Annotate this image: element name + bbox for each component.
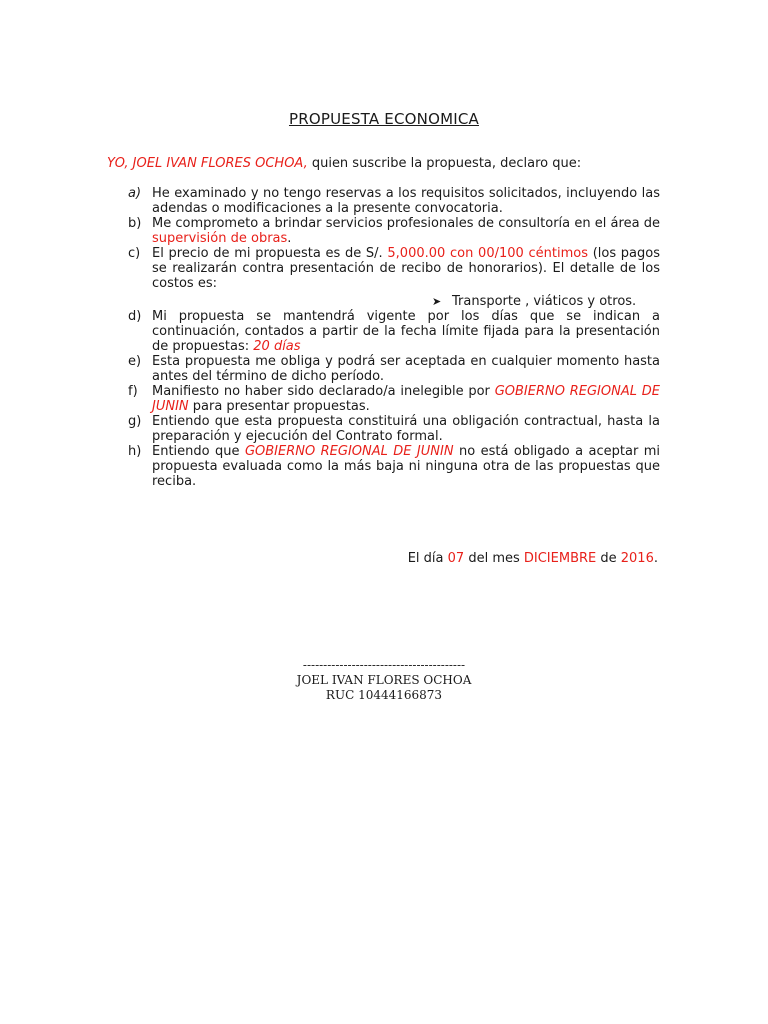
item-text: Entiendo que esta propuesta constituirá una obligación contractual, hasta la preparación y ejecución del Contrato formal. bbox=[152, 414, 660, 444]
list-item-a bbox=[128, 186, 660, 216]
list-item-g bbox=[128, 414, 660, 444]
declarant-name: YO, JOEL IVAN FLORES OCHOA, bbox=[107, 156, 308, 171]
date-day: 07 bbox=[447, 551, 465, 566]
arrow-bullet-icon: ➤ bbox=[432, 295, 442, 308]
signer-name: JOEL IVAN FLORES OCHOA bbox=[296, 673, 472, 687]
declaration-list bbox=[128, 186, 660, 489]
item-text-end: para presentar propuestas. bbox=[188, 399, 370, 414]
item-highlight: 20 días bbox=[253, 339, 301, 354]
item-highlight: supervisión de obras bbox=[152, 231, 288, 246]
item-text: Entiendo que bbox=[152, 444, 245, 459]
item-text: He examinado y no tengo reservas a los requisitos solicitados, incluyendo las adendas o modificaciones a la presente convocatoria. bbox=[152, 186, 660, 216]
item-marker: a) bbox=[128, 186, 142, 201]
item-marker: g) bbox=[128, 414, 142, 429]
page-title: PROPUESTA ECONOMICA bbox=[288, 110, 479, 128]
item-marker: e) bbox=[128, 354, 142, 369]
item-text: Manifiesto no haber sido declarado/a inelegible por bbox=[152, 384, 495, 399]
item-marker: b) bbox=[128, 216, 142, 231]
item-text-end: . bbox=[287, 231, 292, 246]
item-marker: c) bbox=[128, 246, 141, 261]
item-text: Mi propuesta se mantendrá vigente por los días que se indican a continuación, contados a partir de la fecha límite fijada para la presentación de propuestas: bbox=[152, 309, 660, 354]
list-item-c bbox=[128, 246, 660, 309]
date-mid-1: del mes bbox=[464, 551, 524, 566]
date-month: DICIEMBRE bbox=[523, 551, 597, 566]
date-suffix: . bbox=[653, 551, 658, 566]
item-highlight: 5,000.00 con 00/100 céntimos bbox=[387, 246, 588, 261]
item-text-end: no está obligado a aceptar mi propuesta evaluada como la más baja ni ninguna otra de las propuestas que reciba. bbox=[152, 444, 660, 489]
date-line bbox=[408, 551, 658, 566]
item-text: Esta propuesta me obliga y podrá ser aceptada en cualquier momento hasta antes del término de dicho período. bbox=[152, 354, 660, 384]
bullet-text: Transporte , viáticos y otros. bbox=[452, 294, 637, 309]
item-highlight: GOBIERNO REGIONAL DE JUNIN bbox=[244, 444, 454, 459]
date-prefix: El día bbox=[407, 551, 448, 566]
signature-block bbox=[0, 658, 768, 703]
date-year: 2016 bbox=[620, 551, 654, 566]
list-item-b bbox=[128, 216, 660, 246]
item-highlight: GOBIERNO REGIONAL DE JUNIN bbox=[152, 384, 660, 414]
list-item-h bbox=[128, 444, 660, 489]
item-marker: f) bbox=[128, 384, 138, 399]
intro-paragraph bbox=[107, 156, 667, 171]
intro-text: quien suscribe la propuesta, declaro que: bbox=[307, 156, 582, 171]
signer-ruc: RUC 10444166873 bbox=[325, 688, 443, 702]
item-text: El precio de mi propuesta es de S/. bbox=[152, 246, 388, 261]
item-text-end: (los pagos se realizarán contra presentación de recibo de honorarios). El detalle de los costos es: bbox=[152, 246, 661, 291]
list-item-d bbox=[128, 309, 660, 354]
item-text: Me comprometo a brindar servicios profesionales de consultoría en el área de bbox=[152, 216, 660, 231]
signature-line: ---------------------------------------- bbox=[302, 658, 466, 672]
item-marker: d) bbox=[128, 309, 142, 324]
list-item-e bbox=[128, 354, 660, 384]
date-mid-2: de bbox=[596, 551, 621, 566]
cost-bullet bbox=[152, 294, 660, 309]
item-marker: h) bbox=[128, 444, 142, 459]
list-item-f bbox=[128, 384, 660, 414]
